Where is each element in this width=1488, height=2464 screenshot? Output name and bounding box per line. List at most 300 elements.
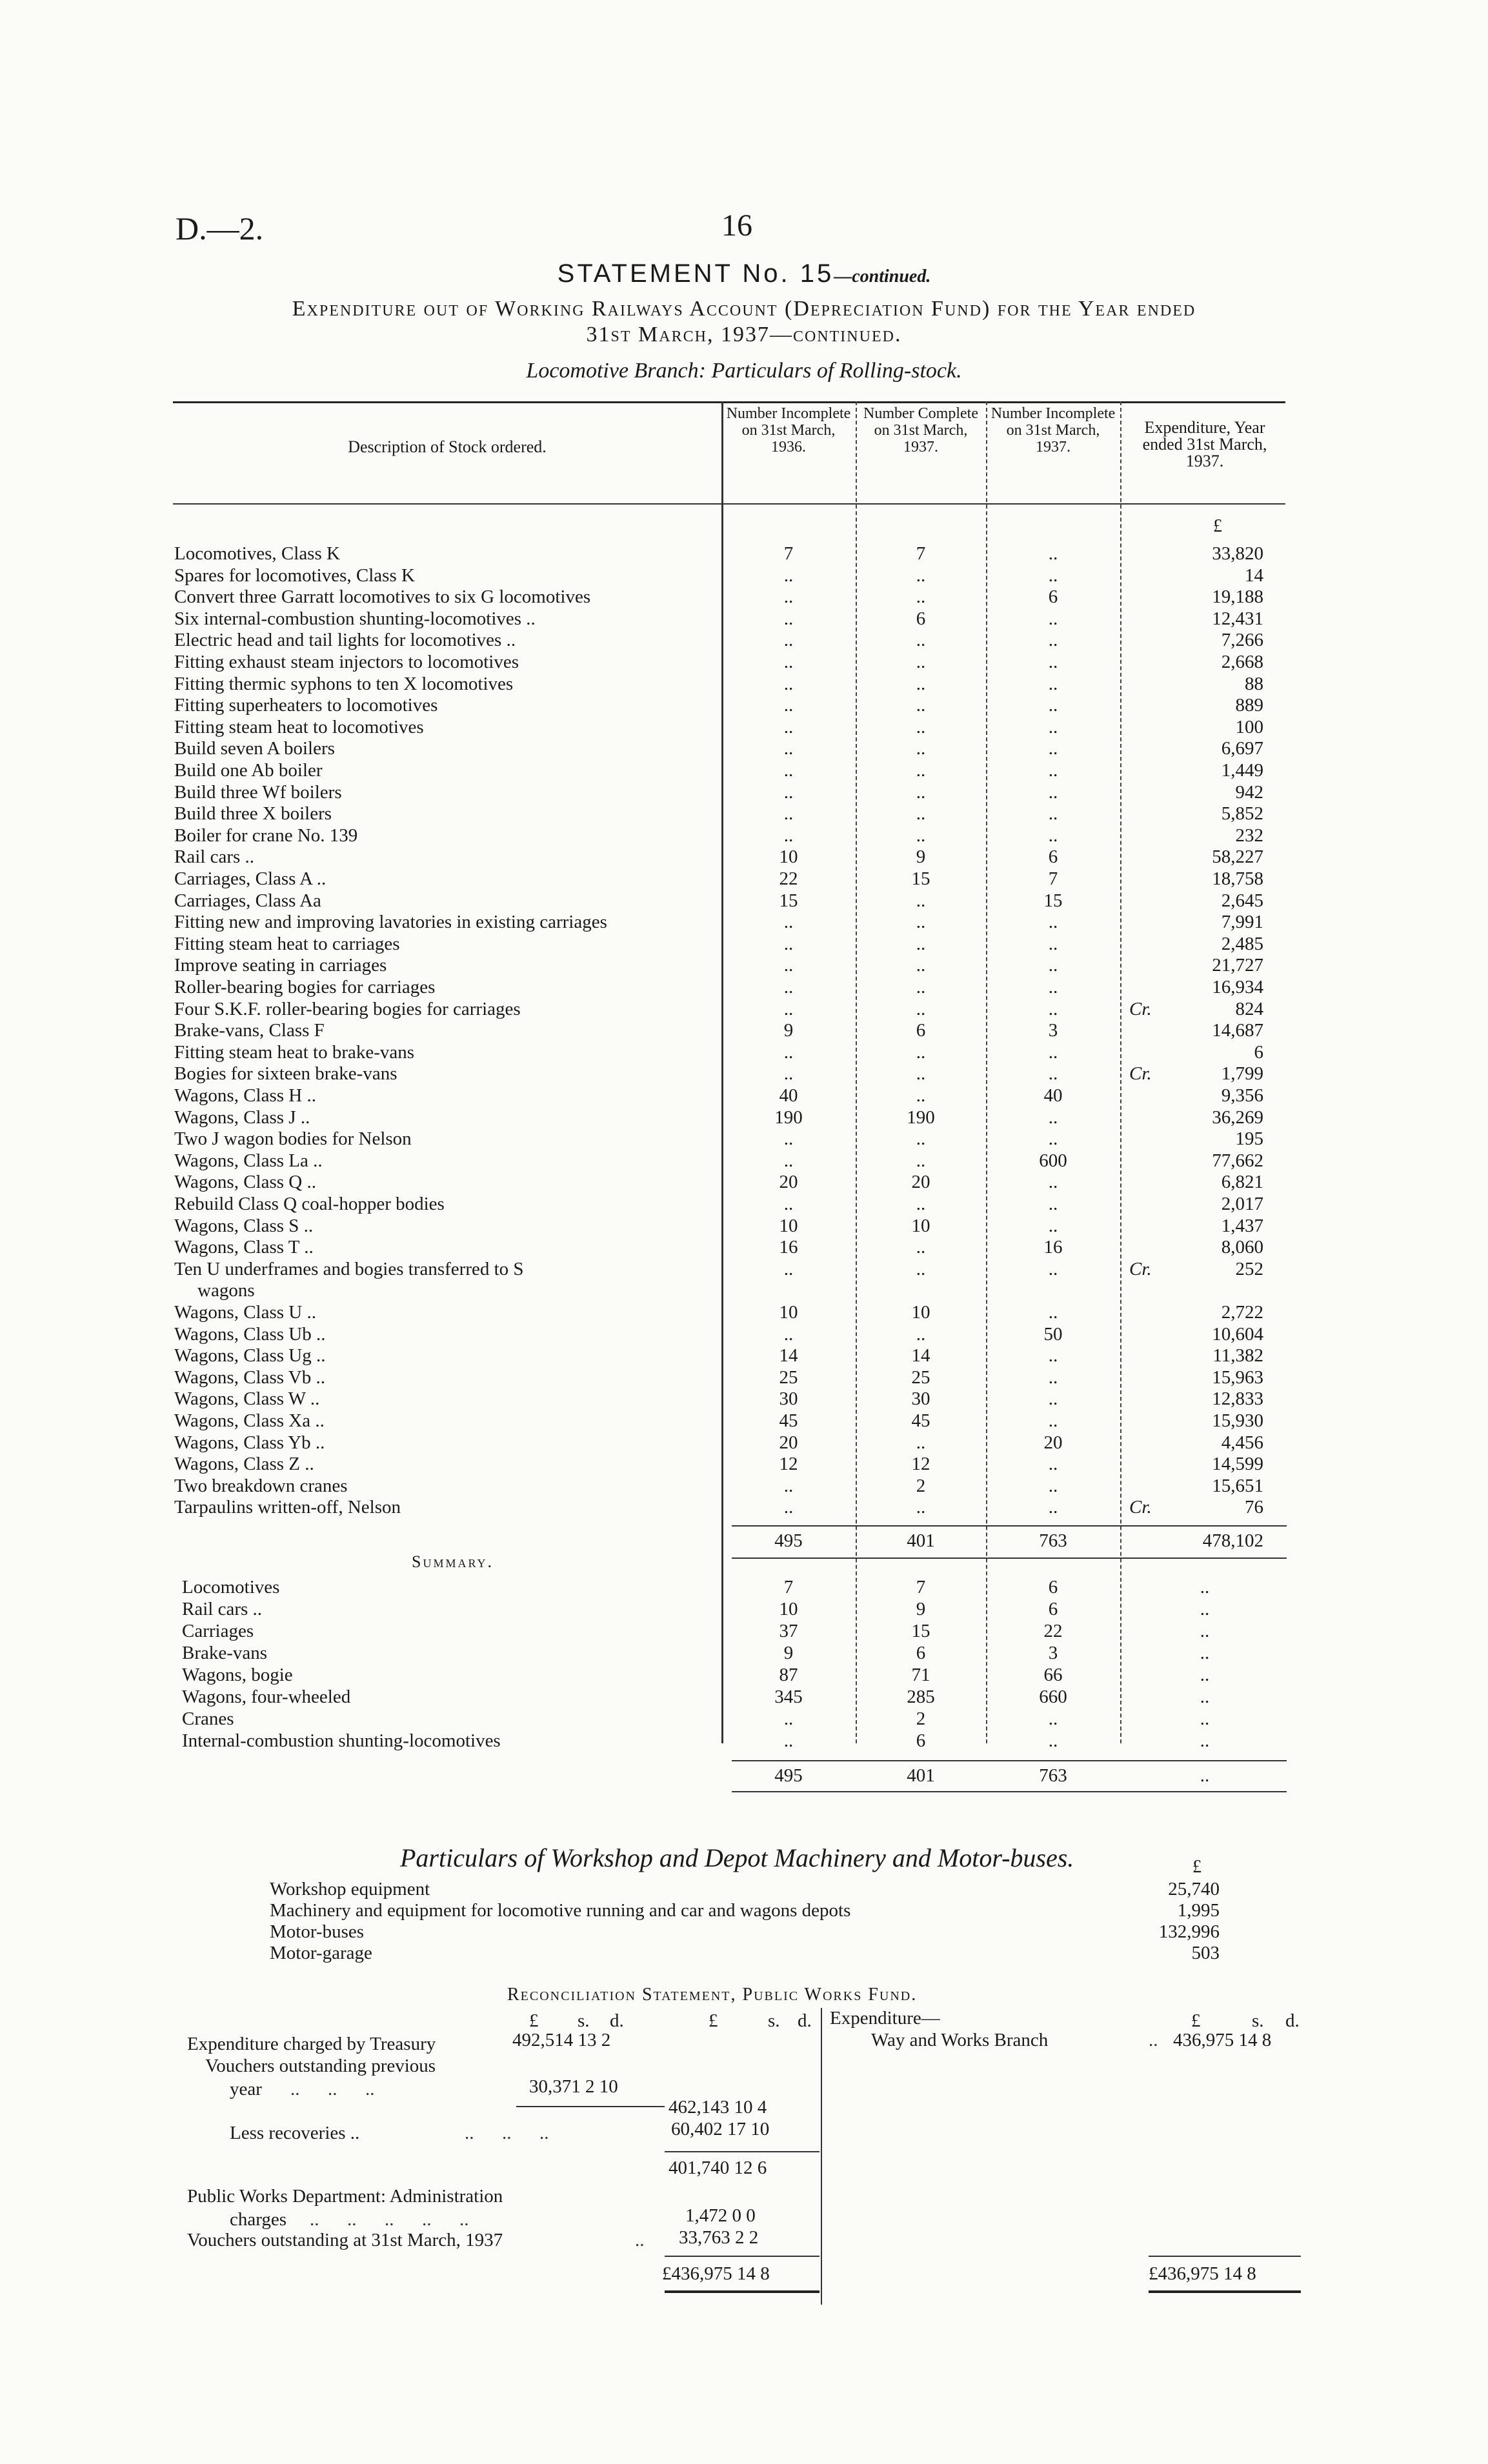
rec-less-val: 60,402 17 10 bbox=[671, 2119, 770, 2139]
row-incomplete-1936: 45 bbox=[779, 1410, 798, 1431]
row-expenditure: 58,227 bbox=[1212, 846, 1263, 868]
row-incomplete-1937: .. bbox=[1048, 977, 1058, 997]
row-incomplete-1937: .. bbox=[1048, 1172, 1058, 1193]
header-complete-1937: Number Complete on 31st March, 1937. bbox=[863, 405, 978, 456]
row-incomplete-1937: .. bbox=[1048, 1475, 1058, 1496]
row-description: Convert three Garratt locomotives to six G locomotives bbox=[174, 586, 591, 608]
row-expenditure: 14,687 bbox=[1212, 1020, 1263, 1041]
row-incomplete-1936: .. bbox=[783, 998, 794, 1019]
summary-complete-1937: 6 bbox=[916, 1730, 926, 1751]
currency-symbol: £ bbox=[1213, 516, 1222, 536]
rec-center-divider bbox=[821, 2008, 822, 2305]
rec-right-item-label: Way and Works Branch bbox=[871, 2030, 1049, 2050]
row-description: Wagons, Class La .. bbox=[174, 1150, 323, 1171]
rec-rule-2 bbox=[665, 2151, 819, 2152]
row-description: Wagons, Class H .. bbox=[174, 1085, 316, 1106]
row-description: Fitting steam heat to carriages bbox=[174, 933, 400, 954]
row-incomplete-1937: .. bbox=[1048, 825, 1058, 846]
row-complete-1937: .. bbox=[916, 890, 926, 911]
column-divider-1 bbox=[721, 401, 723, 1743]
rec-vouchers-1937-label: Vouchers outstanding at 31st March, 1937 bbox=[187, 2230, 503, 2250]
row-complete-1937: .. bbox=[916, 803, 926, 825]
row-incomplete-1937: .. bbox=[1048, 1302, 1058, 1323]
row-incomplete-1936: .. bbox=[783, 738, 794, 759]
row-description: Carriages, Class Aa bbox=[174, 890, 321, 911]
row-expenditure: 36,269 bbox=[1212, 1107, 1263, 1128]
row-incomplete-1937: .. bbox=[1048, 955, 1058, 976]
row-complete-1937: 14 bbox=[911, 1345, 930, 1367]
row-complete-1937: 45 bbox=[911, 1410, 930, 1431]
rec-dots-1: .. .. .. bbox=[290, 2079, 375, 2099]
row-description: Improve seating in carriages bbox=[174, 955, 387, 976]
totals-top-rule bbox=[732, 1525, 1287, 1527]
row-expenditure: 88 bbox=[1245, 673, 1263, 694]
row-incomplete-1937: .. bbox=[1048, 1497, 1058, 1518]
row-incomplete-1936: 10 bbox=[779, 846, 798, 868]
rec-pwd-val: 1,472 0 0 bbox=[685, 2205, 756, 2226]
row-complete-1937: 10 bbox=[911, 1302, 930, 1323]
row-description: Wagons, Class Ub .. bbox=[174, 1323, 326, 1345]
row-complete-1937: .. bbox=[916, 912, 926, 933]
row-incomplete-1936: .. bbox=[783, 1041, 794, 1063]
rec-dots-5: .. bbox=[1149, 2030, 1158, 2050]
row-expenditure: 77,662 bbox=[1212, 1150, 1263, 1171]
row-incomplete-1936: 20 bbox=[779, 1172, 798, 1193]
row-expenditure: 2,645 bbox=[1221, 890, 1263, 911]
rec-right-total: £436,975 14 8 bbox=[1149, 2263, 1256, 2284]
row-complete-1937: 6 bbox=[916, 608, 926, 629]
rec-right-double-rule bbox=[1149, 2290, 1301, 2293]
summary-complete-1937: 6 bbox=[916, 1643, 926, 1663]
row-incomplete-1936: .. bbox=[783, 912, 794, 933]
row-description: Wagons, Class Yb .. bbox=[174, 1432, 325, 1453]
row-incomplete-1936: 7 bbox=[783, 543, 794, 564]
summary-incomplete-1936: .. bbox=[783, 1730, 794, 1751]
workshop-item-value: 1,995 bbox=[1177, 1900, 1220, 1921]
summary-incomplete-1936: .. bbox=[783, 1708, 794, 1729]
row-incomplete-1937: .. bbox=[1048, 1367, 1058, 1388]
row-incomplete-1937: .. bbox=[1048, 933, 1058, 954]
row-incomplete-1936: .. bbox=[783, 781, 794, 803]
row-complete-1937: 15 bbox=[911, 868, 930, 889]
row-expenditure: 195 bbox=[1235, 1128, 1263, 1150]
row-incomplete-1937: .. bbox=[1048, 760, 1058, 781]
rec-right-col-pound: £ bbox=[1191, 2010, 1201, 2031]
row-incomplete-1937: .. bbox=[1048, 738, 1058, 759]
row-expenditure: 33,820 bbox=[1212, 543, 1263, 564]
row-credit-marker: Cr. bbox=[1129, 998, 1152, 1019]
row-incomplete-1936: 20 bbox=[779, 1432, 798, 1453]
row-incomplete-1936: 10 bbox=[779, 1302, 798, 1323]
row-expenditure: 15,930 bbox=[1212, 1410, 1263, 1431]
summary-incomplete-1936: 10 bbox=[779, 1599, 798, 1619]
table-top-rule bbox=[173, 401, 1285, 403]
row-expenditure: 7,266 bbox=[1221, 630, 1263, 651]
row-incomplete-1937: 40 bbox=[1043, 1085, 1063, 1106]
row-incomplete-1937: .. bbox=[1048, 1194, 1058, 1214]
row-incomplete-1936: 9 bbox=[783, 1020, 794, 1041]
summary-total-complete-1937: 401 bbox=[907, 1765, 935, 1786]
row-complete-1937: .. bbox=[916, 586, 926, 608]
row-incomplete-1937: .. bbox=[1048, 781, 1058, 803]
row-description: Build three X boilers bbox=[174, 803, 332, 825]
row-expenditure: 19,188 bbox=[1212, 586, 1263, 608]
row-expenditure: 2,722 bbox=[1221, 1302, 1263, 1323]
row-incomplete-1937: .. bbox=[1048, 673, 1058, 694]
row-expenditure: 8,060 bbox=[1221, 1237, 1263, 1258]
row-incomplete-1936: .. bbox=[783, 608, 794, 629]
row-description: Wagons, Class S .. bbox=[174, 1215, 314, 1236]
total-expenditure: 478,102 bbox=[1202, 1530, 1263, 1551]
row-incomplete-1937: .. bbox=[1048, 565, 1058, 586]
row-complete-1937: .. bbox=[916, 977, 926, 997]
row-expenditure: 6 bbox=[1254, 1041, 1263, 1063]
rec-dots-3: .. .. .. .. .. bbox=[310, 2209, 469, 2230]
summary-complete-1937: 9 bbox=[916, 1599, 926, 1619]
row-expenditure: 21,727 bbox=[1212, 955, 1263, 976]
row-description: Build one Ab boiler bbox=[174, 760, 323, 781]
row-complete-1937: 20 bbox=[911, 1172, 930, 1193]
row-incomplete-1936: .. bbox=[783, 1258, 794, 1279]
row-incomplete-1936: .. bbox=[783, 1475, 794, 1496]
row-complete-1937: .. bbox=[916, 1150, 926, 1171]
rec-vouchers-prev-label2: year bbox=[230, 2079, 262, 2099]
row-description: Wagons, Class Q .. bbox=[174, 1172, 316, 1193]
summary-expenditure: .. bbox=[1200, 1599, 1210, 1619]
workshop-item-label: Workshop equipment bbox=[270, 1879, 430, 1899]
row-description: Wagons, Class Vb .. bbox=[174, 1367, 325, 1388]
row-incomplete-1936: .. bbox=[783, 760, 794, 781]
row-incomplete-1937: .. bbox=[1048, 1345, 1058, 1367]
summary-total-incomplete-1936: 495 bbox=[774, 1765, 803, 1786]
rec-subtotal1: 462,143 10 4 bbox=[669, 2097, 767, 2118]
summary-incomplete-1937: 22 bbox=[1043, 1621, 1063, 1641]
row-complete-1937: .. bbox=[916, 955, 926, 976]
rec-left-col-pound-2: £ bbox=[709, 2010, 718, 2031]
summary-complete-1937: 71 bbox=[911, 1665, 930, 1685]
row-incomplete-1936: 25 bbox=[779, 1367, 798, 1388]
row-expenditure: 15,651 bbox=[1212, 1475, 1263, 1496]
row-expenditure: 12,431 bbox=[1212, 608, 1263, 629]
row-complete-1937: .. bbox=[916, 565, 926, 586]
row-complete-1937: .. bbox=[916, 673, 926, 694]
summary-incomplete-1936: 9 bbox=[783, 1643, 794, 1663]
summary-expenditure: .. bbox=[1200, 1708, 1210, 1729]
row-credit-marker: Cr. bbox=[1129, 1063, 1152, 1085]
rec-left-col-d-1: d. bbox=[610, 2010, 624, 2031]
row-expenditure: 18,758 bbox=[1212, 868, 1263, 889]
column-divider-3 bbox=[986, 401, 987, 1743]
row-incomplete-1937: .. bbox=[1048, 1041, 1058, 1063]
row-incomplete-1937: .. bbox=[1048, 608, 1058, 629]
row-incomplete-1936: 12 bbox=[779, 1454, 798, 1475]
statement-title bbox=[0, 259, 1488, 288]
row-incomplete-1937: .. bbox=[1048, 1128, 1058, 1150]
row-description: Wagons, Class T .. bbox=[174, 1237, 314, 1258]
row-complete-1937: .. bbox=[916, 933, 926, 954]
summary-description: Internal-combustion shunting-locomotives bbox=[182, 1730, 501, 1751]
row-incomplete-1936: .. bbox=[783, 803, 794, 825]
row-expenditure: 889 bbox=[1235, 695, 1263, 716]
row-expenditure: 10,604 bbox=[1212, 1323, 1263, 1345]
row-incomplete-1937: 7 bbox=[1048, 868, 1058, 889]
row-incomplete-1936: 40 bbox=[779, 1085, 798, 1106]
row-complete-1937: .. bbox=[916, 1063, 926, 1085]
row-complete-1937: 10 bbox=[911, 1215, 930, 1236]
row-complete-1937: .. bbox=[916, 1497, 926, 1518]
rec-less-label: Less recoveries .. bbox=[230, 2123, 360, 2143]
row-expenditure: 76 bbox=[1245, 1497, 1263, 1518]
row-credit-marker: Cr. bbox=[1129, 1497, 1152, 1518]
rec-left-col-s-1: s. bbox=[578, 2010, 590, 2031]
row-description: Four S.K.F. roller-bearing bogies for carriages bbox=[174, 998, 521, 1019]
row-description: Build seven A boilers bbox=[174, 738, 335, 759]
row-expenditure: 232 bbox=[1235, 825, 1263, 846]
row-complete-1937: .. bbox=[916, 1432, 926, 1453]
row-incomplete-1937: .. bbox=[1048, 1454, 1058, 1475]
row-description: Fitting thermic syphons to ten X locomotives bbox=[174, 673, 514, 694]
branch-title: Locomotive Branch: Particulars of Rolling-stock. bbox=[526, 359, 962, 383]
row-incomplete-1936: .. bbox=[783, 673, 794, 694]
rec-left-double-rule bbox=[665, 2290, 819, 2293]
row-expenditure: 9,356 bbox=[1221, 1085, 1263, 1106]
rec-vouchers-prev-label1: Vouchers outstanding previous bbox=[205, 2056, 436, 2076]
rec-vouchers-prev-val: 30,371 2 10 bbox=[529, 2076, 618, 2097]
summary-description: Wagons, four-wheeled bbox=[182, 1687, 351, 1707]
row-credit-marker: Cr. bbox=[1129, 1258, 1152, 1279]
rec-rule-3 bbox=[665, 2256, 819, 2257]
row-incomplete-1936: .. bbox=[783, 695, 794, 716]
row-expenditure: 14,599 bbox=[1212, 1454, 1263, 1475]
summary-description: Cranes bbox=[182, 1708, 234, 1729]
row-incomplete-1937: .. bbox=[1048, 1258, 1058, 1279]
row-incomplete-1937: 6 bbox=[1048, 586, 1058, 608]
row-complete-1937: .. bbox=[916, 1237, 926, 1258]
summary-incomplete-1937: 66 bbox=[1043, 1665, 1063, 1685]
row-expenditure: 100 bbox=[1235, 716, 1263, 737]
row-expenditure: 11,382 bbox=[1212, 1345, 1263, 1367]
workshop-item-label: Motor-buses bbox=[270, 1921, 365, 1942]
column-divider-2 bbox=[856, 401, 857, 1743]
summary-expenditure: .. bbox=[1200, 1665, 1210, 1685]
row-expenditure: 12,833 bbox=[1212, 1388, 1263, 1410]
row-expenditure: 942 bbox=[1235, 781, 1263, 803]
statement-continued: —continued. bbox=[834, 266, 931, 286]
rec-vouchers-1937-val: 33,763 2 2 bbox=[679, 2227, 759, 2248]
statement-title-text: STATEMENT No. 15 bbox=[557, 259, 834, 288]
row-description: Wagons, Class Xa .. bbox=[174, 1410, 325, 1431]
row-incomplete-1937: .. bbox=[1048, 1410, 1058, 1431]
table-header-rule bbox=[173, 503, 1285, 505]
row-description: Fitting superheaters to locomotives bbox=[174, 695, 438, 716]
rec-right-col-s: s. bbox=[1252, 2010, 1264, 2031]
row-expenditure: 5,852 bbox=[1221, 803, 1263, 825]
row-expenditure: 252 bbox=[1235, 1258, 1263, 1279]
row-incomplete-1937: .. bbox=[1048, 998, 1058, 1019]
row-incomplete-1937: .. bbox=[1048, 1063, 1058, 1085]
row-incomplete-1936: .. bbox=[783, 716, 794, 737]
row-incomplete-1936: 10 bbox=[779, 1215, 798, 1236]
row-expenditure: 14 bbox=[1245, 565, 1263, 586]
row-complete-1937: 12 bbox=[911, 1454, 930, 1475]
row-complete-1937: 9 bbox=[916, 846, 926, 868]
row-complete-1937: .. bbox=[916, 1128, 926, 1150]
row-expenditure: 15,963 bbox=[1212, 1367, 1263, 1388]
row-expenditure: 2,017 bbox=[1221, 1194, 1263, 1214]
row-incomplete-1937: 16 bbox=[1043, 1237, 1063, 1258]
row-description: Wagons, Class Z .. bbox=[174, 1454, 314, 1475]
summary-description: Wagons, bogie bbox=[182, 1665, 293, 1685]
subtitle-line2: 31st March, 1937—continued. bbox=[586, 323, 902, 346]
row-description: Wagons, Class U .. bbox=[174, 1302, 316, 1323]
row-expenditure: 1,799 bbox=[1221, 1063, 1263, 1085]
row-incomplete-1937: 15 bbox=[1043, 890, 1063, 911]
row-incomplete-1937: .. bbox=[1048, 1215, 1058, 1236]
row-description: Wagons, Class J .. bbox=[174, 1107, 310, 1128]
row-expenditure: 6,821 bbox=[1221, 1172, 1263, 1193]
row-complete-1937: .. bbox=[916, 1041, 926, 1063]
row-incomplete-1936: .. bbox=[783, 652, 794, 672]
header-expenditure: Expenditure, Year ended 31st March, 1937. bbox=[1142, 418, 1267, 470]
summary-incomplete-1937: 3 bbox=[1048, 1643, 1058, 1663]
summary-incomplete-1937: 660 bbox=[1039, 1687, 1067, 1707]
summary-incomplete-1936: 7 bbox=[783, 1577, 794, 1598]
summary-description: Locomotives bbox=[182, 1577, 280, 1598]
rec-subtotal2: 401,740 12 6 bbox=[669, 2158, 767, 2178]
row-incomplete-1936: .. bbox=[783, 1128, 794, 1150]
row-incomplete-1936: .. bbox=[783, 1194, 794, 1214]
row-complete-1937: .. bbox=[916, 1323, 926, 1345]
row-description: Fitting steam heat to locomotives bbox=[174, 716, 424, 737]
row-complete-1937: .. bbox=[916, 760, 926, 781]
row-description: Brake-vans, Class F bbox=[174, 1020, 325, 1041]
rec-right-heading: Expenditure— bbox=[830, 2008, 940, 2028]
row-description: Rebuild Class Q coal-hopper bodies bbox=[174, 1194, 445, 1214]
rec-left-col-pound-1: £ bbox=[529, 2010, 539, 2031]
row-incomplete-1937: .. bbox=[1048, 695, 1058, 716]
row-description: Boiler for crane No. 139 bbox=[174, 825, 358, 846]
row-incomplete-1936: .. bbox=[783, 977, 794, 997]
row-incomplete-1936: 190 bbox=[774, 1107, 803, 1128]
row-incomplete-1936: .. bbox=[783, 586, 794, 608]
total-incomplete-1936: 495 bbox=[774, 1530, 803, 1551]
row-incomplete-1937: .. bbox=[1048, 630, 1058, 651]
workshop-currency: £ bbox=[1192, 1857, 1201, 1877]
row-complete-1937: 30 bbox=[911, 1388, 930, 1410]
row-complete-1937: .. bbox=[916, 825, 926, 846]
row-complete-1937: .. bbox=[916, 695, 926, 716]
summary-expenditure: .. bbox=[1200, 1621, 1210, 1641]
row-complete-1937: .. bbox=[916, 1258, 926, 1279]
row-expenditure: 7,991 bbox=[1221, 912, 1263, 933]
row-complete-1937: 2 bbox=[916, 1475, 926, 1496]
row-incomplete-1936: .. bbox=[783, 1150, 794, 1171]
row-incomplete-1936: .. bbox=[783, 933, 794, 954]
summary-incomplete-1937: 6 bbox=[1048, 1577, 1058, 1598]
summary-totals-top-rule bbox=[732, 1760, 1287, 1761]
workshop-title: Particulars of Workshop and Depot Machinery and Motor-buses. bbox=[400, 1843, 1074, 1872]
row-description-cont: wagons bbox=[197, 1280, 255, 1301]
summary-title: Summary. bbox=[412, 1552, 494, 1571]
row-description: Tarpaulins written-off, Nelson bbox=[174, 1497, 401, 1518]
summary-total-expenditure: .. bbox=[1200, 1765, 1210, 1786]
row-description: Fitting new and improving lavatories in existing carriages bbox=[174, 912, 607, 933]
row-description: Build three Wf boilers bbox=[174, 781, 342, 803]
row-incomplete-1936: .. bbox=[783, 1063, 794, 1085]
rec-right-item-val: 436,975 14 8 bbox=[1173, 2030, 1272, 2050]
totals-bottom-rule bbox=[732, 1558, 1287, 1559]
rec-charged-val: 492,514 13 2 bbox=[512, 2030, 611, 2050]
row-description: Bogies for sixteen brake-vans bbox=[174, 1063, 397, 1085]
total-incomplete-1937: 763 bbox=[1039, 1530, 1067, 1551]
summary-complete-1937: 285 bbox=[907, 1687, 935, 1707]
summary-description: Carriages bbox=[182, 1621, 254, 1641]
row-expenditure: 1,437 bbox=[1221, 1215, 1263, 1236]
row-expenditure: 2,668 bbox=[1221, 652, 1263, 672]
row-incomplete-1937: .. bbox=[1048, 716, 1058, 737]
workshop-item-value: 132,996 bbox=[1158, 1921, 1220, 1942]
row-incomplete-1937: 3 bbox=[1048, 1020, 1058, 1041]
rec-dots-2: .. .. .. bbox=[465, 2123, 549, 2143]
summary-incomplete-1936: 345 bbox=[774, 1687, 803, 1707]
row-expenditure: 1,449 bbox=[1221, 760, 1263, 781]
row-incomplete-1936: 16 bbox=[779, 1237, 798, 1258]
row-description: Locomotives, Class K bbox=[174, 543, 340, 564]
summary-incomplete-1936: 87 bbox=[779, 1665, 798, 1685]
summary-expenditure: .. bbox=[1200, 1643, 1210, 1663]
summary-description: Rail cars .. bbox=[182, 1599, 263, 1619]
row-expenditure: 6,697 bbox=[1221, 738, 1263, 759]
rec-left-total: £436,975 14 8 bbox=[662, 2263, 770, 2284]
rec-right-col-d: d. bbox=[1285, 2010, 1300, 2031]
row-expenditure: 16,934 bbox=[1212, 977, 1263, 997]
row-incomplete-1937: .. bbox=[1048, 543, 1058, 564]
row-description: Electric head and tail lights for locomotives .. bbox=[174, 630, 516, 651]
row-description: Rail cars .. bbox=[174, 846, 255, 868]
row-complete-1937: .. bbox=[916, 998, 926, 1019]
row-complete-1937: .. bbox=[916, 1085, 926, 1106]
summary-expenditure: .. bbox=[1200, 1577, 1210, 1598]
row-complete-1937: 190 bbox=[907, 1107, 935, 1128]
row-expenditure: 824 bbox=[1235, 998, 1263, 1019]
workshop-item-value: 25,740 bbox=[1168, 1879, 1220, 1899]
row-description: Spares for locomotives, Class K bbox=[174, 565, 415, 586]
rec-pwd-label1: Public Works Department: Administration bbox=[187, 2186, 503, 2207]
row-incomplete-1937: .. bbox=[1048, 803, 1058, 825]
row-description: Two J wagon bodies for Nelson bbox=[174, 1128, 412, 1150]
header-description: Description of Stock ordered. bbox=[348, 437, 547, 456]
summary-expenditure: .. bbox=[1200, 1730, 1210, 1751]
page-number: 16 bbox=[721, 208, 752, 243]
rec-rule-1 bbox=[516, 2106, 665, 2107]
header-incomplete-1936: Number Incomplete on 31st March, 1936. bbox=[726, 405, 851, 456]
row-incomplete-1936: .. bbox=[783, 565, 794, 586]
rec-left-col-d-2: d. bbox=[798, 2010, 812, 2031]
row-description: Wagons, Class Ug .. bbox=[174, 1345, 326, 1367]
row-incomplete-1936: .. bbox=[783, 1497, 794, 1518]
row-expenditure: 2,485 bbox=[1221, 933, 1263, 954]
row-description: Carriages, Class A .. bbox=[174, 868, 327, 889]
summary-totals-bottom-rule bbox=[732, 1791, 1287, 1792]
row-complete-1937: .. bbox=[916, 652, 926, 672]
row-complete-1937: .. bbox=[916, 716, 926, 737]
row-description: Two breakdown cranes bbox=[174, 1475, 348, 1496]
subtitle-line1: Expenditure out of Working Railways Account (Depreciation Fund) for the Year ended bbox=[292, 297, 1196, 321]
rec-left-col-s-2: s. bbox=[768, 2010, 780, 2031]
row-incomplete-1936: .. bbox=[783, 825, 794, 846]
summary-total-incomplete-1937: 763 bbox=[1039, 1765, 1067, 1786]
row-incomplete-1937: .. bbox=[1048, 1107, 1058, 1128]
